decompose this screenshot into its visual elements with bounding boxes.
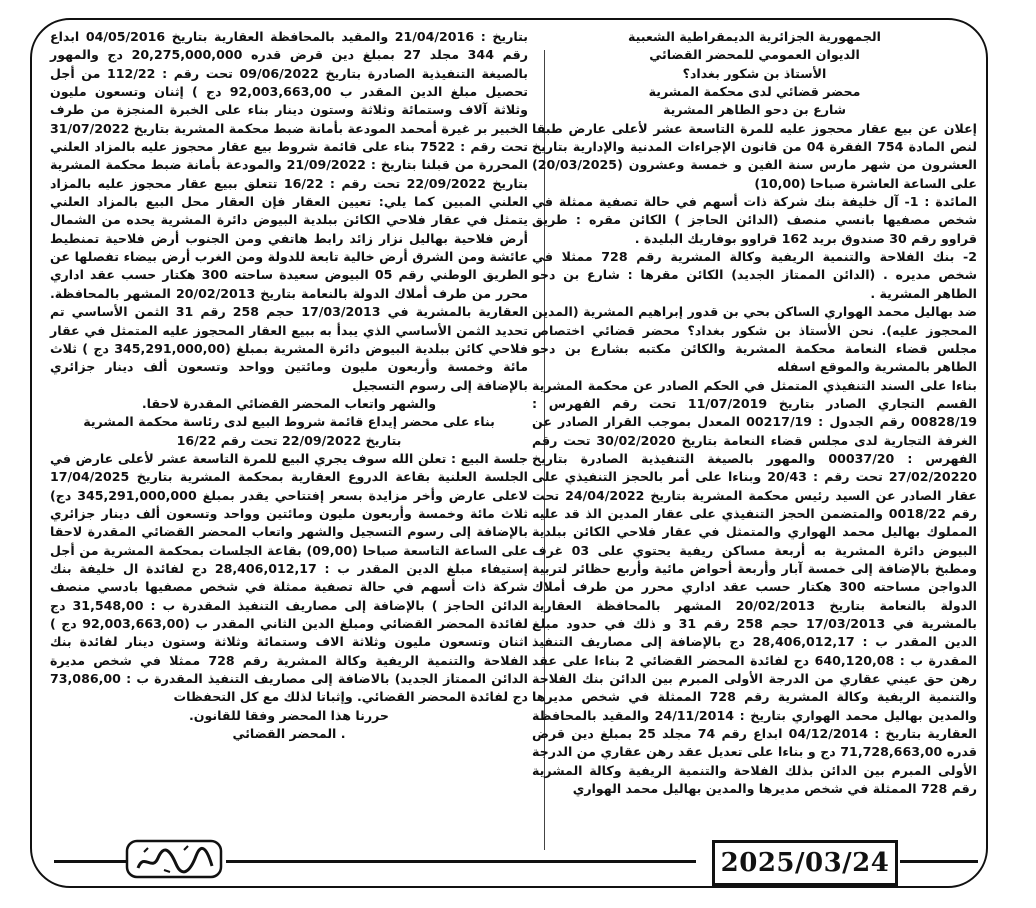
closing-block (50, 707, 528, 744)
closing-line: . المحضر القضائي (232, 726, 346, 742)
footer-rule-middle (226, 860, 696, 863)
publication-date: 2025/03/24 (712, 840, 898, 886)
newspaper-logo-icon (124, 838, 224, 880)
closing-line: حررنا هذا المحضر وفقا للقانون. (189, 707, 389, 723)
header-line: شارع بن دحو الطاهر المشرية (662, 102, 847, 118)
right-column (532, 28, 977, 798)
header-line: محضر قضائي لدى محكمة المشرية (648, 84, 861, 100)
center-line: بتاريخ 22/09/2022 تحت رقم 16/22 (176, 432, 402, 448)
footer-rule-left (54, 860, 126, 863)
header-line: الأستاذ بن شكور بغداد؟ (682, 65, 827, 81)
notice-frame (30, 18, 988, 888)
left-column-body-bottom: جلسة البيع : تعلن الله سوف يجري البيع للمرة التاسعة عشر لأعلى عارض في الجلسة العلنية بقاعة الدروع العقارية بمحكمة المشرية بتاريخ 17/04/2025 لاعلى عارض وأخر مزايدة بسعر إفتتاحي يقدر بمبلغ 345,291,000,000 دج) ثلاث مائة وخمسة وأربعون مليون ومائتين وواحد وتسعون ألف دينار جزائري بالإضافة إلى رسوم التسجيل والشهر واتعاب المحضر القضائي المقدرة لاحقا على الساعة التاسعة صباحا (09,00) بقاعة الجلسات بمحكمة المشرية من أجل إستيفاء مبلغ الدين المقدر ب : 28,406,012,17 دج لفائدة ال خليفة بنك شركة ذات أسهم في حالة تصفية ممثلة في شخص مصفيها بادسي منصف الدائن الحاجز ) بالإضافة إلى مصاريف التنفيذ المقدرة ب : 31,548,00 دج لفائدة المحضر القضائي ومبلغ الدين الثاني المقدر ب (92,003,663,00 دج ) اثنان وتسعون مليون وثلاثة الاف وستمائة وثلاثة وستون دينار لفائدة بنك الفلاحة والتنمية الريفية وكالة المشرية رقم 728 ممثلا في شخص مديرة الدائن الممتاز الجديد) بالاضافة إلى مصاريف التنفيذ المقدرة ب : 73,086,00 دج لفائدة المحضر القضائي. وإثباتا لذلك مع كل التحفظات (50, 450, 528, 705)
center-line: والشهر واتعاب المحضر القضائي المقدرة لاحقا. (141, 395, 437, 411)
notice-header (532, 28, 977, 120)
header-line: الديوان العمومي للمحضر القضائي (649, 47, 860, 63)
footer-rule-right (900, 860, 978, 863)
left-column-body-top: بتاريخ : 21/04/2016 والمقيد بالمحافظة العقارية بتاريخ 04/05/2016 ابداع رقم 344 مجلد 27 بمبلغ دين قرض قدره 20,275,000,000 دج والمهور بالصيغة التنفيذية الصادرة بتاريخ 09/06/2022 تحت رقم : 112/22 من أجل تحصيل مبلغ الدين المقدر ب 92,003,663,00 دج ) إثنان وتسعون مليون وثلاثة آلاف وستمائة وثلاثة وستون دينار بناء على الخبرة المنجزة من طرف الخبير بر غيرة أمحمد المودعة بأمانة ضبط محكمة المشرية بتاريخ 31/07/2022 تحت رقم : 7522 بناء على قائمة شروط بيع عقار محجوز عليه بالمزاد العلني المحررة من قبلنا بتاريخ : 21/09/2022 والمودعة بأمانة ضبط محكمة المشرية بتاريخ 22/09/2022 تحت رقم : 16/22 تتعلق ببيع عقار محجوز عليه بالمزاد العلني المبين كما يلي: تعيين العقار فإن العقار محل البيع بالمزاد العلني يتمثل في عقار فلاحي الكائن ببلدية البيوض دائرة المشرية يحده من الشمال أرض فلاحية بهاليل نزار زائد رابط هاتفي ومن الجنوب أرض فلاحية تمنطيط عائشة ومن الشرق أرض خالية تابعة للدولة ومن الغرب أرض بيضاء تفصلها عن الطريق الوطني رقم 05 البيوض سعيدة ساحته 300 هكتار حسب عقد اداري محرر من طرف أملاك الدولة بالنعامة بتاريخ 20/02/2013 المشهر بالمحافظة. العقارية بالمشرية في 17/03/2013 حجم 258 رقم 31 الثمن الأساسي تم تحديد الثمن الأساسي الذي يبدأ به ببيع العقار المحجوز عليه المتمثل في عقار فلاحي كائن ببلدية البيوض دائرة المشرية بمبلغ (345,291,000,00 دج ) ثلاث مائة وخمسة وأربعون مليون ومائتين وواحد وتسعون ألف دينار جزائري بالإضافة إلى رسوم التسجيل (50, 29, 529, 393)
left-column (50, 28, 528, 743)
left-center-block (50, 395, 528, 450)
center-line: بناء على محضر إيداع قائمة شروط البيع لدى رئاسة محكمة المشرية (83, 414, 495, 430)
header-line: الجمهورية الجزائرية الديمقراطية الشعبية (628, 29, 881, 44)
right-column-body: إعلان عن بيع عقار محجوز عليه للمرة التاسعة عشر لأعلى عارض طبقا لنص المادة 754 الفقرة 04 من قانون الإجراءات المدنية والإدارية بتاريخ العشرون من شهر مارس سنة الفين و خمسة وعشرون (20/03/2025) على الساعة العاشرة صباحا (10,00) المائدة : 1- آل خليفة بنك شركة ذات أسهم في حالة تصفية ممثلة في شخص مصفيها بانسي منصف (الدائن الحاجز ) الكائن مقره : طريق قراوو رقم 30 صندوق بريد 162 قراوو بوفاريك البليدة . 2- بنك الفلاحة والتنمية الريفية وكالة المشرية رقم 728 ممثلا في شخص مديره . (الدائن الممتاز الجديد) الكائن مقرها : شارع بن دحو الطاهر المشرية . ضد بهاليل محمد الهواري الساكن بحي بن قدور إبراهيم المشرية (المدين المحجوز عليه). نحن الأستاذ بن شكور بغداد؟ محضر قضائي اختصاص مجلس قضاء النعامة محكمة المشرية والكائن مكتبه بشارع بن دحو الطاهر بالمشرية والموقع اسفله بناءا على السند التنفيذي المتمثل في الحكم الصادر عن محكمة المشرية القسم التجاري الصادر بتاريخ 11/07/2019 تحت رقم الفهرس : 00828/19 رقم الجدول : 00217/19 المعدل بموجب القرار الصادر عن الغرفة التجارية لدى مجلس قضاء النعامة بتاريخ 30/02/2020 تحت رقم الفهرس : 00037/20 والمهور بالصيغة التنفيذية الصادرة بتاريخ 27/02/20220 تحت رقم : 20/43 وبناءا على أمر بالحجز التنفيذي على عقار الصادر عن السيد رئيس محكمة المشرية بتاريخ 24/04/2022 تحت رقم 0018/22 والمتضمن الحجز التنفيذي على عقار المدين الذ قد عليه المملوك بهاليل محمد الهواري والمتمثل في عقار فلاحي الكائن ببلدية البيوض دائرة المشرية به أربعة مساكن ريفية يحتوي على 03 غرف ومطبخ بالإضافة إلى خمسة آبار وأربعة أحواض مائية وأربع حظائر لتربية الدواجن مساحته 300 هكتار حسب عقد اداري محرر من طرف أملاك الدولة بالنعامة بتاريخ 20/02/2013 المشهر بالمحافظة العقارية بالمشرية في 17/03/2013 حجم 258 رقم 31 و ذلك في حدود مبلغ الدين المقدر ب : 28,406,012,17 دج بالإضافة إلى مصاريف التنفيذ المقدرة ب : 640,120,08 دج لفائدة المحضر القضائي 2 بناءا على عقد رهن حق عيني عقاري من الدرجة الأولى المبرم بين الدائن بنك الفلاحة والتنمية الريفية وكالة المشرية رقم 728 الممثلة في شخص مديرها والمدين بهاليل محمد الهواري بتاريخ : 24/11/2014 والمقيد بالمحافظة العقارية بتاريخ : 04/12/2014 ابداع رقم 74 مجلد 25 بمبلغ دين قرض قدره 71,728,663,00 دج و بناءا على تعديل عقد رهن عقاري من الدرجة الأولى المبرم بين الدائن بذلك الفلاحة والتنمية الريفية وكالة المشرية رقم 728 الممثلة في شخص مديرها والمدين بهاليل محمد الهواري (532, 120, 978, 797)
